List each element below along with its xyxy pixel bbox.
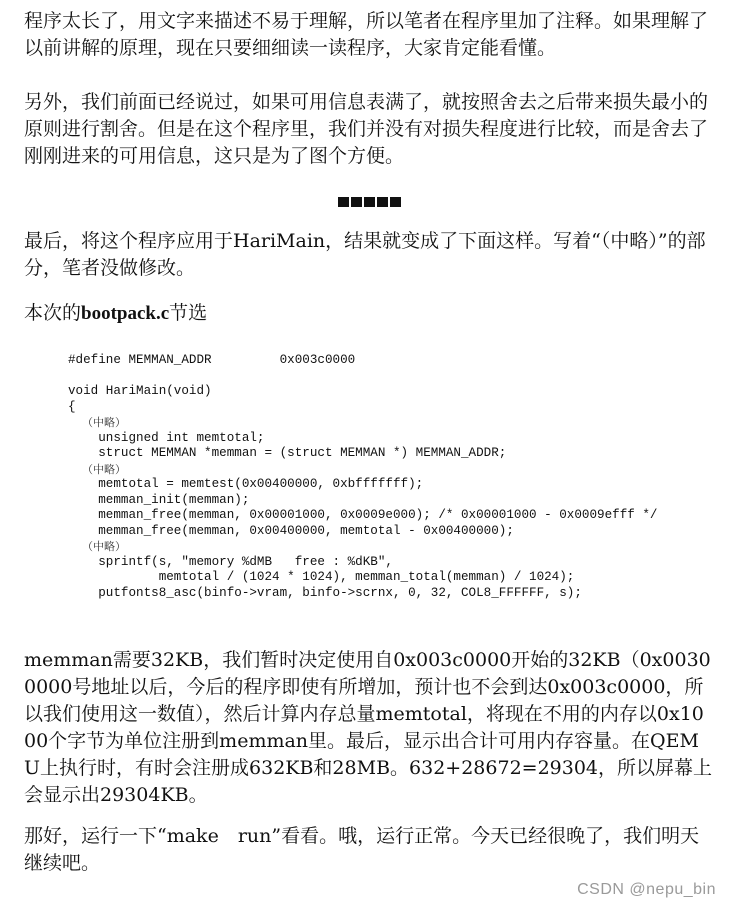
bottom-section <box>24 647 714 877</box>
paragraph-run: 那好，运行一下“make run”看看。哦，运行正常。今天已经很晚了，我们明天继续吧。 <box>24 825 700 874</box>
caption-filename: bootpack.c <box>81 303 170 324</box>
paragraph-memman-explanation: memman需要32KB，我们暂时决定使用自0x003c0000开始的32KB（0x00300000号地址以后，今后的程序即使有所增加，预计也不会到达0x003c0000，所以我们使用这一数值），然后计算内存总量memtotal，将现在不用的内存以0x1000个字节为单位注册到memman里。最后，显示出合计可用内存容量。在QEMU上执行时，有时会注册成632KB和28MB。632+28672=29304，所以屏幕上会显示出29304KB。 <box>24 649 713 806</box>
caption-suffix: 节选 <box>169 302 208 324</box>
code-line: memman_free(memman, 0x00400000, memtotal - 0x00400000); <box>68 523 514 538</box>
paragraph-apply-harimain: 最后，将这个程序应用于HariMain，结果就变成了下面这样。写着“（中略）”的部分，笔者没做修改。 <box>24 230 706 279</box>
paragraph-gap <box>24 62 714 89</box>
caption-prefix: 本次的 <box>24 302 82 324</box>
paragraph-gap <box>24 809 714 823</box>
code-omission-marker: （中略） <box>68 462 126 476</box>
code-listing <box>68 353 714 601</box>
csdn-watermark: CSDN @nepu_bin <box>577 881 716 898</box>
code-line: unsigned int memtotal; <box>68 430 265 445</box>
code-line: sprintf(s, "memory %dMB free : %dKB", <box>68 554 393 569</box>
code-line: #define MEMMAN_ADDR 0x003c0000 <box>68 353 356 367</box>
separator-square-icon <box>364 197 375 207</box>
separator-square-icon <box>338 197 349 207</box>
code-line: memtotal = memtest(0x00400000, 0xbfffffff); <box>68 477 424 491</box>
paragraph-table-full: 另外，我们前面已经说过，如果可用信息表满了，就按照舍去之后带来损失最小的原则进行割舍。但是在这个程序里，我们并没有对损失程度进行比较，而是舍去了刚刚进来的可用信息，这只是为了图个方便。 <box>24 91 709 167</box>
separator-square-icon <box>377 197 388 207</box>
separator-square-icon <box>351 197 362 207</box>
code-line: { <box>68 399 76 414</box>
paragraph-gap <box>24 282 714 300</box>
code-line: putfonts8_asc(binfo->vram, binfo->scrnx, 0, 32, COL8_FFFFFF, s); <box>68 585 582 600</box>
code-line: memman_init(memman); <box>68 492 250 507</box>
code-line: struct MEMMAN *memman = (struct MEMMAN *) MEMMAN_ADDR; <box>68 446 507 460</box>
document-page <box>24 8 714 877</box>
code-omission-marker: （中略） <box>68 540 126 553</box>
paragraph-intro: 程序太长了，用文字来描述不易于理解，所以笔者在程序里加了注释。如果理解了以前讲解的原理，现在只要细细读一读程序，大家肯定能看懂。 <box>24 10 709 59</box>
code-omission-marker: （中略） <box>68 416 126 429</box>
code-line <box>68 369 714 385</box>
code-caption <box>24 300 714 327</box>
code-line: memman_free(memman, 0x00001000, 0x0009e000); /* 0x00001000 - 0x0009efff */ <box>68 508 658 522</box>
section-separator <box>24 190 714 212</box>
code-line: void HariMain(void) <box>68 384 212 398</box>
code-line: memtotal / (1024 * 1024), memman_total(memman) / 1024); <box>68 570 575 584</box>
separator-square-icon <box>390 197 401 207</box>
